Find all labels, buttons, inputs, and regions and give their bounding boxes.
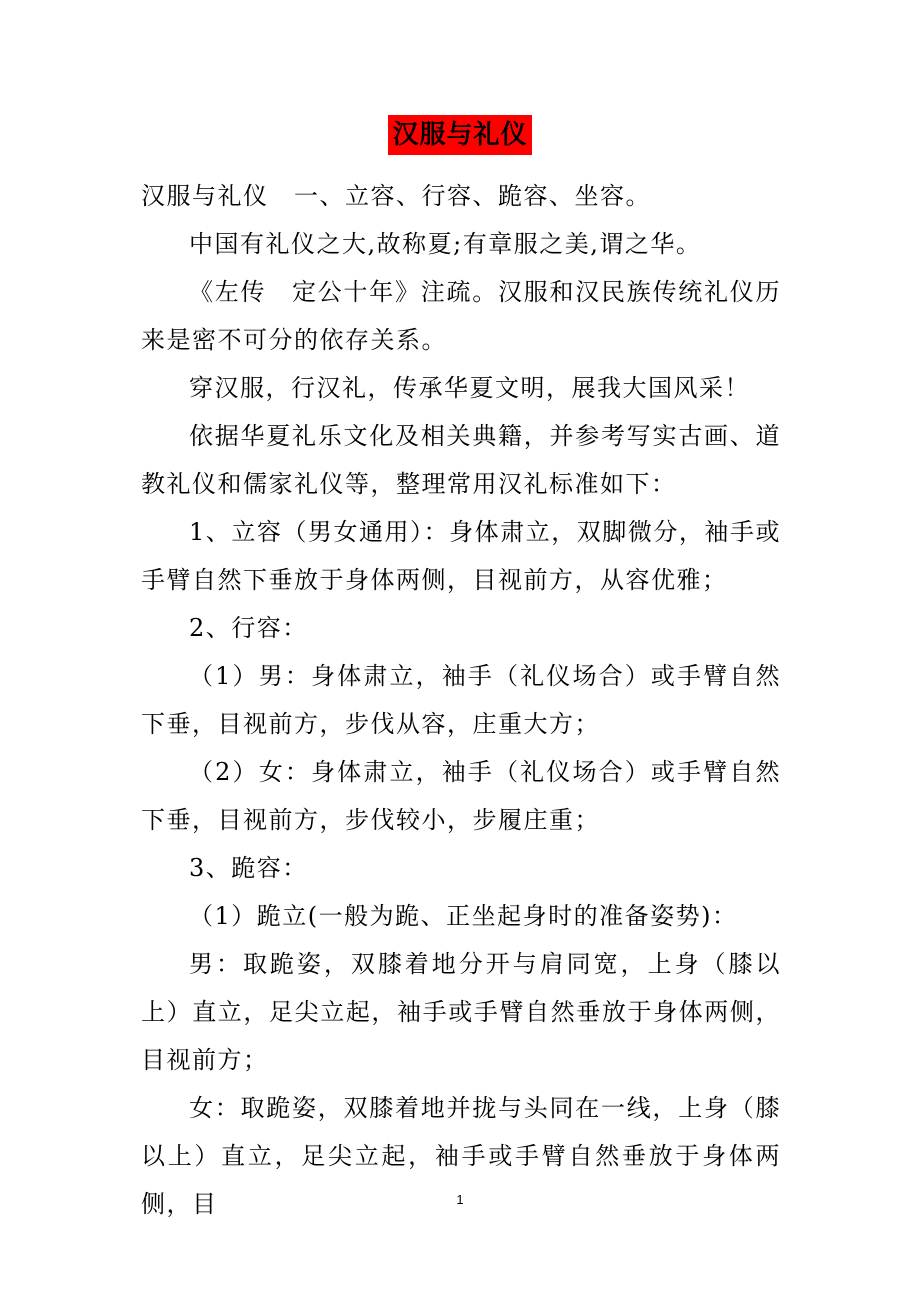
paragraph: （2）女：身体肃立，袖手（礼仪场合）或手臂自然下垂，目视前方，步伐较小，步履庄重； xyxy=(141,758,781,834)
paragraph: 男：取跪姿，双膝着地分开与肩同宽，上身（膝以上）直立，足尖立起，袖手或手臂自然垂放于身体两侧，目视前方； xyxy=(141,950,781,1074)
paragraph: 穿汉服，行汉礼，传承华夏文明，展我大国风采！ xyxy=(189,374,750,402)
paragraph: 中国有礼仪之大,故称夏;有章服之美,谓之华。 xyxy=(189,230,702,258)
paragraph: 女：取跪姿，双膝着地并拢与头同在一线，上身（膝以上）直立，足尖立起，袖手或手臂自然垂放于身体两侧，目 xyxy=(141,1094,781,1218)
paragraph: 3、跪容： xyxy=(189,854,308,882)
paragraph: 汉服与礼仪 一、立容、行容、跪容、坐容。 xyxy=(141,182,651,210)
document-title: 汉服与礼仪 xyxy=(388,115,531,155)
paragraph: （1）跪立(一般为跪、正坐起身时的准备姿势)： xyxy=(189,902,738,930)
paragraph: 2、行容： xyxy=(189,614,308,642)
page-number: 1 xyxy=(456,1192,464,1207)
paragraph: 1、立容（男女通用）：身体肃立，双脚微分，袖手或手臂自然下垂放于身体两侧，目视前方，从容优雅； xyxy=(141,518,781,594)
title-container xyxy=(0,115,920,155)
document-body xyxy=(141,172,781,1228)
paragraph: 依据华夏礼乐文化及相关典籍，并参考写实古画、道教礼仪和儒家礼仪等，整理常用汉礼标准如下： xyxy=(141,422,781,498)
paragraph: 《左传 定公十年》注疏。汉服和汉民族传统礼仪历来是密不可分的依存关系。 xyxy=(141,278,781,354)
paragraph: （1）男：身体肃立，袖手（礼仪场合）或手臂自然下垂，目视前方，步伐从容，庄重大方； xyxy=(141,662,781,738)
